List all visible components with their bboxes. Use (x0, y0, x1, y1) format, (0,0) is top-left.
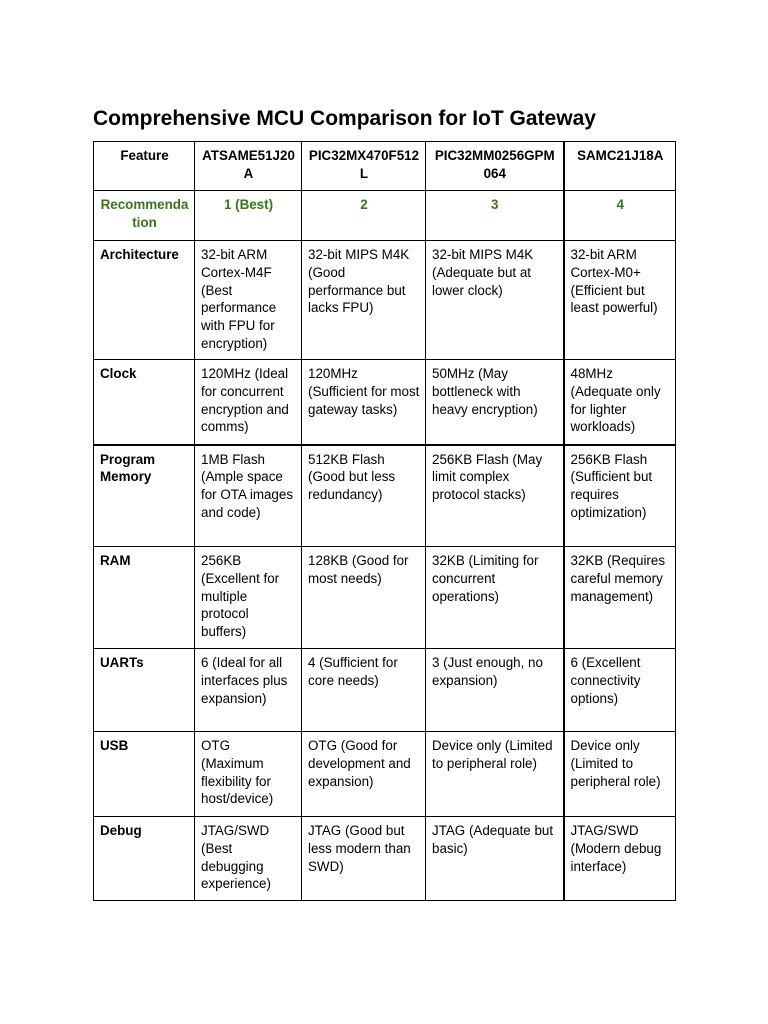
table-cell: 32-bit ARM Cortex-M4F (Best performance with FPU for encryption) (195, 241, 302, 360)
table-row (94, 649, 676, 732)
row-header: Debug (94, 817, 195, 901)
header-cell: PIC32MM0256GPM064 (426, 142, 564, 191)
row-header: UARTs (94, 649, 195, 732)
table-cell: 32-bit MIPS M4K (Good performance but lacks FPU) (302, 241, 426, 360)
table-cell: 256KB Flash (May limit complex protocol stacks) (426, 445, 564, 547)
row-header: Clock (94, 360, 195, 445)
table-cell: Device only (Limited to peripheral role) (426, 732, 564, 817)
header-row (94, 142, 676, 191)
recommendation-rank: 3 (426, 191, 564, 241)
table-cell: JTAG/SWD (Best debugging experience) (195, 817, 302, 901)
table-cell: JTAG/SWD (Modern debug interface) (564, 817, 676, 901)
header-cell: ATSAME51J20A (195, 142, 302, 191)
header-cell: Feature (94, 142, 195, 191)
row-header: Architecture (94, 241, 195, 360)
table-row (94, 547, 676, 649)
table-cell: 120MHz (Sufficient for most gateway tasks) (302, 360, 426, 445)
table-row (94, 445, 676, 547)
table-cell: 32KB (Limiting for concurrent operations) (426, 547, 564, 649)
recommendation-rank: 4 (564, 191, 676, 241)
table-cell: 6 (Ideal for all interfaces plus expansion) (195, 649, 302, 732)
row-header: Program Memory (94, 445, 195, 547)
table-cell: 32-bit MIPS M4K (Adequate but at lower clock) (426, 241, 564, 360)
table-cell: 32KB (Requires careful memory management) (564, 547, 676, 649)
table-cell: 120MHz (Ideal for concurrent encryption and comms) (195, 360, 302, 445)
table-cell: 50MHz (May bottleneck with heavy encryption) (426, 360, 564, 445)
recommendation-rank: 1 (Best) (195, 191, 302, 241)
comparison-table (93, 141, 676, 901)
table-cell: 128KB (Good for most needs) (302, 547, 426, 649)
table-cell: JTAG (Good but less modern than SWD) (302, 817, 426, 901)
table-cell: 6 (Excellent connectivity options) (564, 649, 676, 732)
table-cell: 256KB Flash (Sufficient but requires optimization) (564, 445, 676, 547)
recommendation-row (94, 191, 676, 241)
table-cell: 32-bit ARM Cortex-M0+ (Efficient but least powerful) (564, 241, 676, 360)
table-cell: 512KB Flash (Good but less redundancy) (302, 445, 426, 547)
page-title: Comprehensive MCU Comparison for IoT Gateway (93, 107, 596, 130)
table-row (94, 241, 676, 360)
table-cell: Device only (Limited to peripheral role) (564, 732, 676, 817)
table-cell: OTG (Maximum flexibility for host/device) (195, 732, 302, 817)
header-cell: PIC32MX470F512L (302, 142, 426, 191)
table-cell: 256KB (Excellent for multiple protocol buffers) (195, 547, 302, 649)
table-cell: 3 (Just enough, no expansion) (426, 649, 564, 732)
row-header: USB (94, 732, 195, 817)
row-header: RAM (94, 547, 195, 649)
table-cell: OTG (Good for development and expansion) (302, 732, 426, 817)
table-cell: 48MHz (Adequate only for lighter workloads) (564, 360, 676, 445)
table-row (94, 732, 676, 817)
table-cell: 4 (Sufficient for core needs) (302, 649, 426, 732)
row-header: Recommendation (94, 191, 195, 241)
table-row (94, 360, 676, 445)
header-cell: SAMC21J18A (564, 142, 676, 191)
table-row (94, 817, 676, 901)
table-cell: JTAG (Adequate but basic) (426, 817, 564, 901)
table-cell: 1MB Flash (Ample space for OTA images and code) (195, 445, 302, 547)
recommendation-rank: 2 (302, 191, 426, 241)
